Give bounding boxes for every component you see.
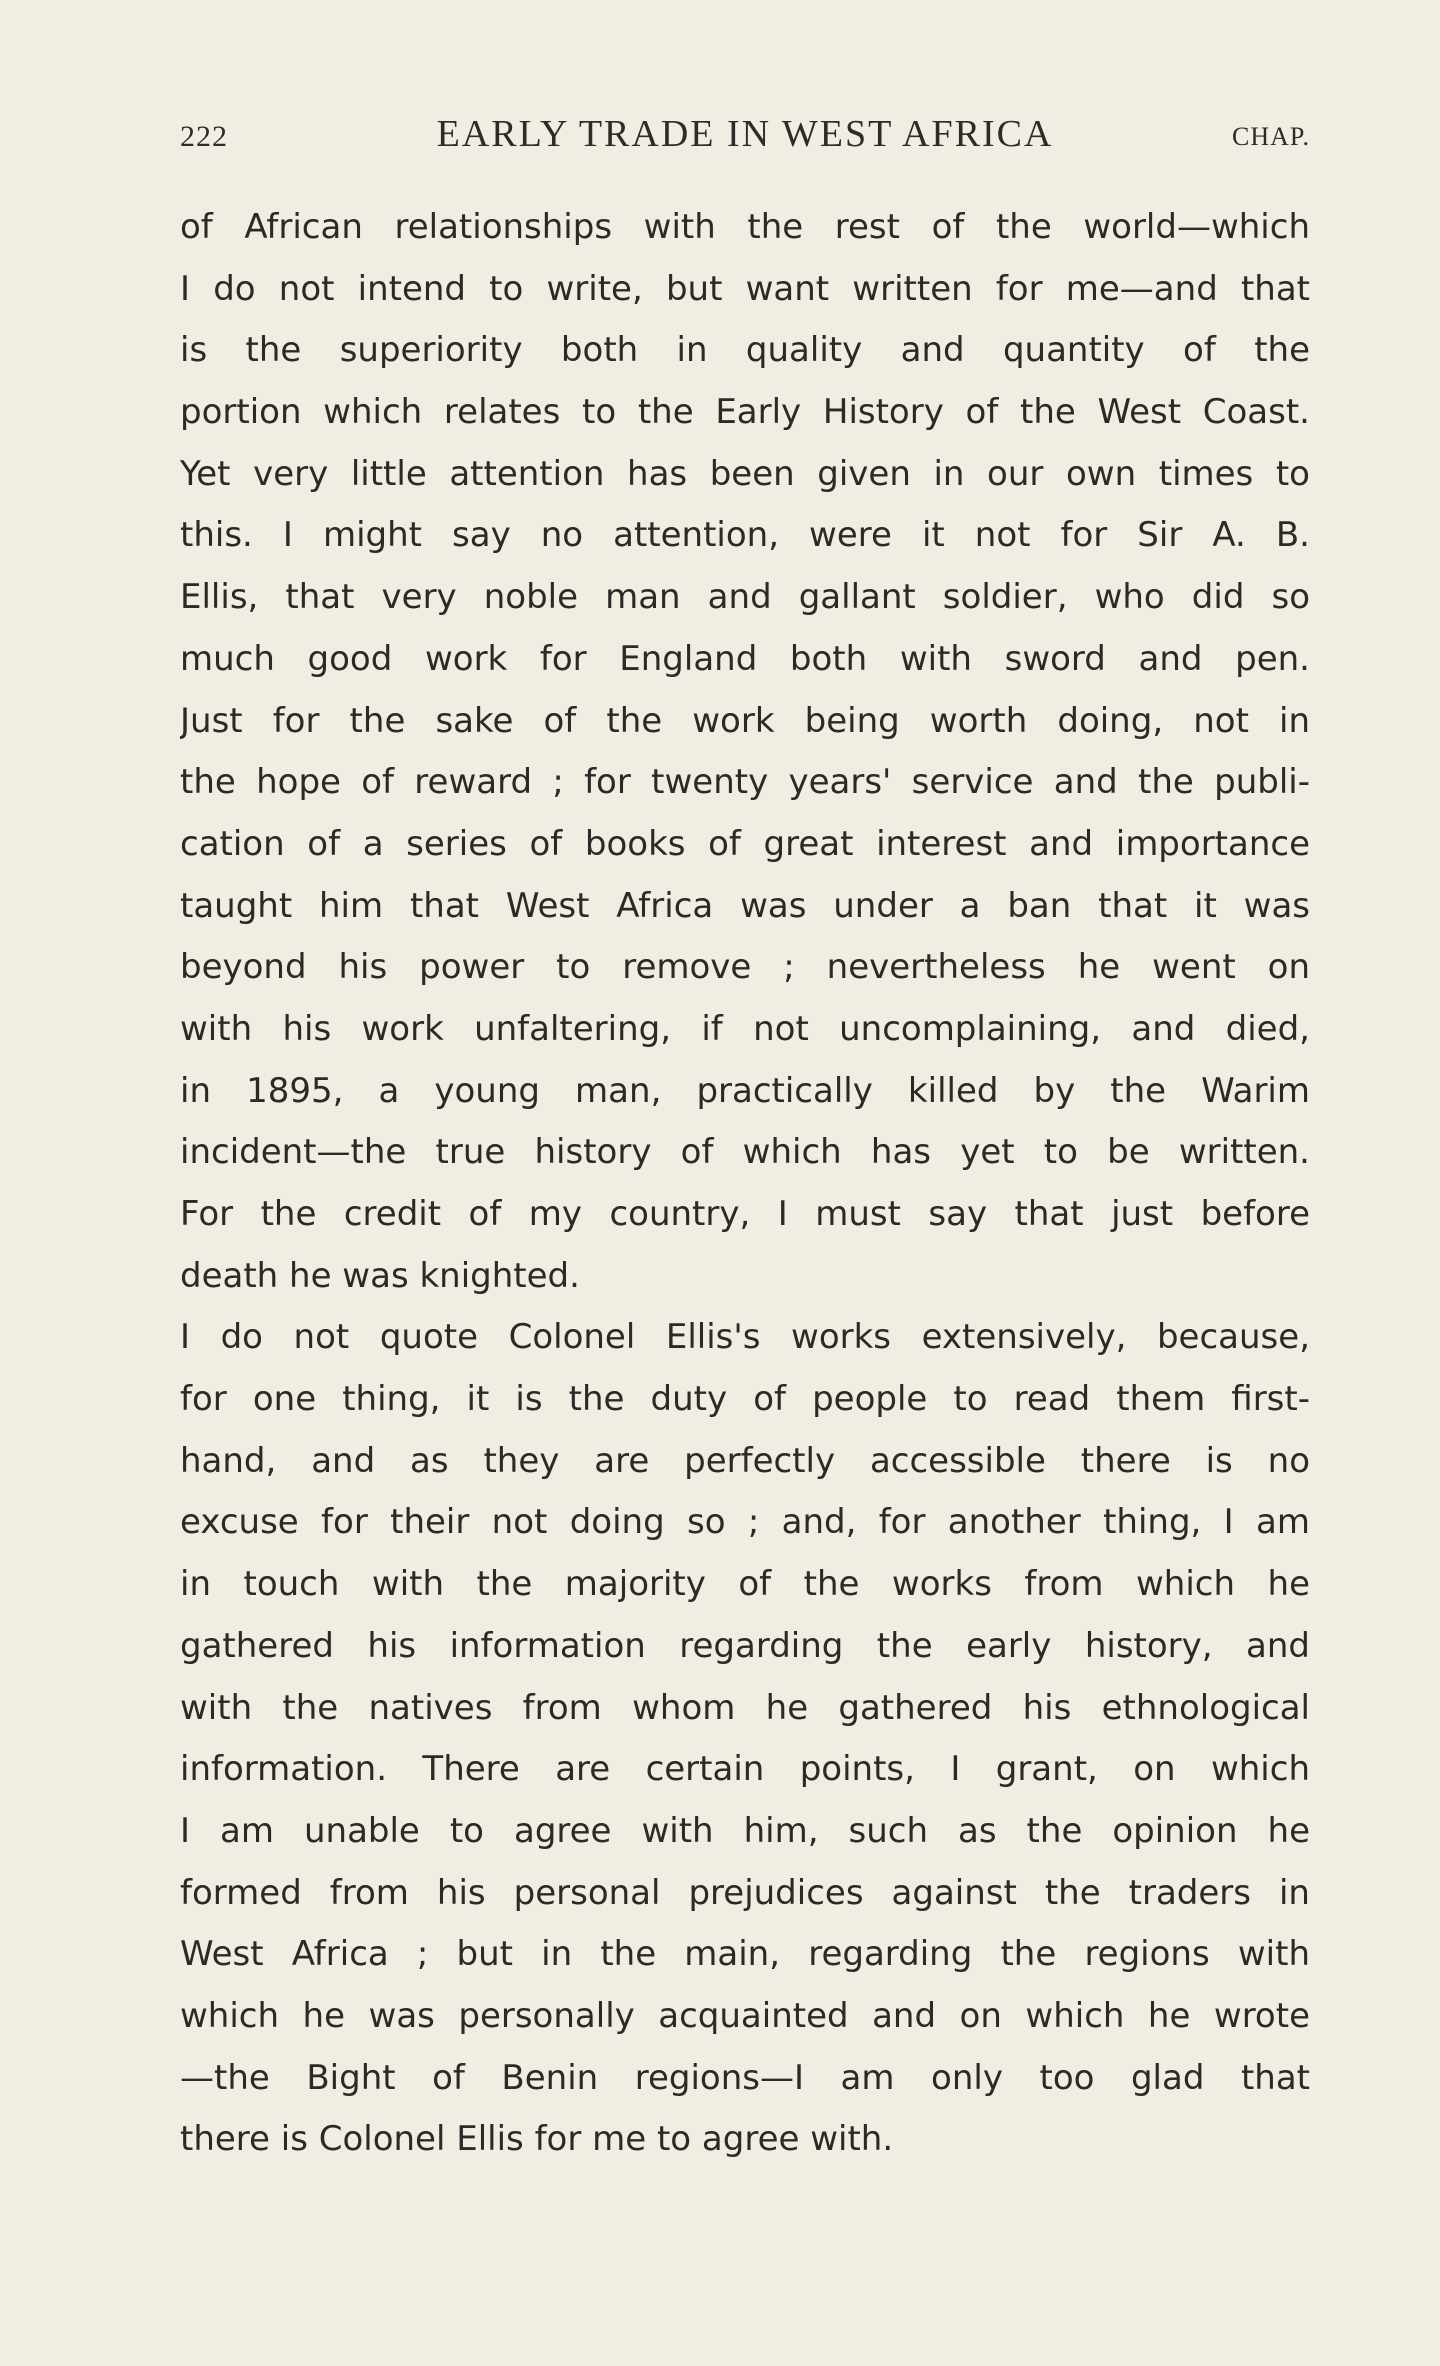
text-line: in 1895, a young man, practically killed by the Warim	[180, 1070, 1310, 1111]
text-line: portion which relates to the Early History of the West Coast.	[180, 392, 1310, 433]
text-line: there is Colonel Ellis for me to agree with.	[180, 2119, 894, 2160]
text-line: hand, and as they are perfectly accessible there is no	[180, 1440, 1310, 1481]
text-line: I am unable to agree with him, such as the opinion he	[180, 1810, 1310, 1851]
text-line: Yet very little attention has been given in our own times to	[180, 453, 1310, 494]
text-line: with the natives from whom he gathered his ethnological	[180, 1687, 1310, 1728]
text-line: —the Bight of Benin regions—I am only too glad that	[180, 2057, 1310, 2098]
text-line: for one thing, it is the duty of people to read them first-	[180, 1379, 1310, 1420]
text-line: the hope of reward ; for twenty years' service and the publi-	[180, 762, 1310, 803]
text-line: formed from his personal prejudices against the traders in	[180, 1872, 1310, 1913]
text-line: For the credit of my country, I must say that just before	[180, 1194, 1310, 1234]
page-number: 222	[180, 120, 228, 153]
text-line: taught him that West Africa was under a ban that it was	[180, 885, 1310, 926]
body-text	[180, 197, 1310, 2171]
text-line: incident—the true history of which has yet to be written.	[180, 1132, 1310, 1173]
text-line: of African relationships with the rest of the world—which	[180, 207, 1310, 247]
text-line: I do not quote Colonel Ellis's works extensively, because,	[180, 1317, 1310, 1358]
running-title: EARLY TRADE IN WEST AFRICA	[436, 113, 1054, 155]
text-line: Ellis, that very noble man and gallant soldier, who did so	[180, 577, 1310, 618]
text-line: death he was knighted.	[180, 1255, 580, 1296]
text-line: gathered his information regarding the early history, and	[180, 1625, 1310, 1666]
text-line: in touch with the majority of the works from which he	[180, 1564, 1310, 1605]
text-line: with his work unfaltering, if not uncomplaining, and died,	[180, 1008, 1310, 1049]
text-line: beyond his power to remove ; nevertheless he went on	[180, 947, 1310, 988]
text-line: cation of a series of books of great interest and importance	[180, 823, 1310, 864]
chapter-tag: CHAP.	[1232, 122, 1310, 151]
text-line: excuse for their not doing so ; and, for another thing, I am	[180, 1502, 1310, 1543]
text-line: Just for the sake of the work being worth doing, not in	[180, 700, 1310, 741]
running-head	[180, 112, 1310, 162]
text-line: I do not intend to write, but want written for me—and that	[180, 268, 1310, 309]
text-line: is the superiority both in quality and quantity of the	[180, 330, 1310, 371]
text-line: this. I might say no attention, were it not for Sir A. B.	[180, 515, 1310, 556]
text-line: which he was personally acquainted and on which he wrote	[180, 1995, 1310, 2036]
text-line: information. There are certain points, I grant, on which	[180, 1749, 1310, 1790]
text-line: West Africa ; but in the main, regarding the regions with	[180, 1934, 1310, 1975]
text-line: much good work for England both with sword and pen.	[180, 638, 1310, 679]
